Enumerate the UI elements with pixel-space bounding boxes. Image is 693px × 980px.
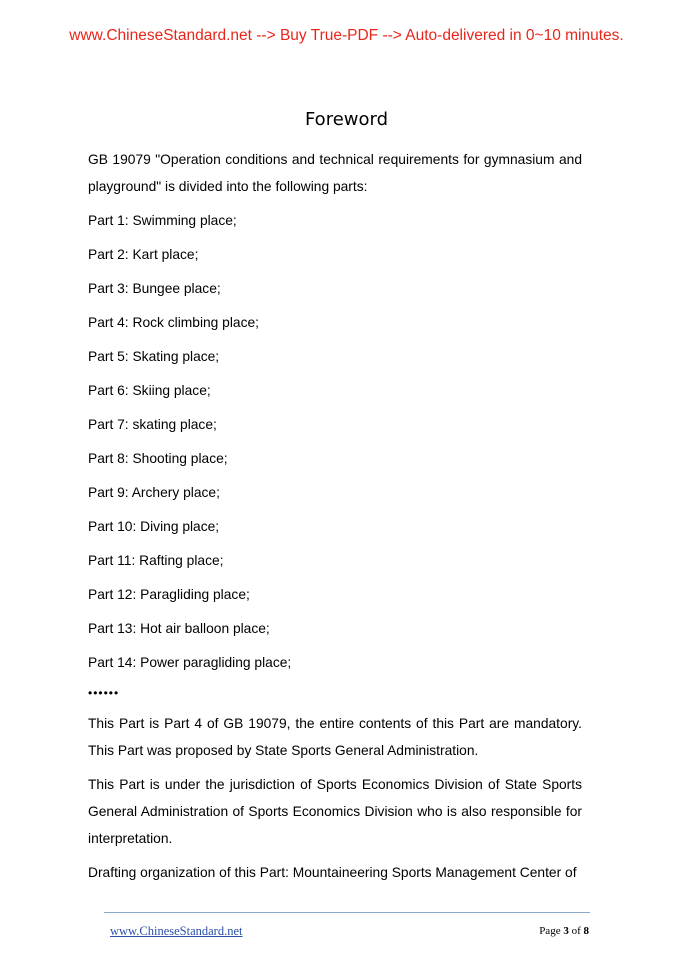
footer-site-link[interactable]: www.ChineseStandard.net [110, 924, 243, 938]
part-item: Part 6: Skiing place; [88, 383, 211, 398]
part-item: Part 4: Rock climbing place; [88, 315, 259, 330]
part-item: Part 12: Paragliding place; [88, 587, 250, 602]
drafting-paragraph: Drafting organization of this Part: Mountaineering Sports Management Center of [88, 865, 577, 880]
part-item: Part 13: Hot air balloon place; [88, 621, 270, 636]
jurisdiction-paragraph: This Part is under the jurisdiction of Sports Economics Division of State Sports General Administration of Sports Economics Division who is also responsible for interpretation. [88, 777, 582, 846]
parts-list [88, 207, 582, 676]
part-item: Part 3: Bungee place; [88, 281, 221, 296]
page-of: of [571, 925, 581, 937]
page-label: Page [539, 925, 561, 937]
part-item: Part 2: Kart place; [88, 247, 199, 262]
ellipsis: •••••• [88, 686, 120, 700]
part-item: Part 10: Diving place; [88, 519, 220, 534]
part-item: Part 11: Rafting place; [88, 553, 224, 568]
part-item: Part 1: Swimming place; [88, 213, 237, 228]
part-item: Part 7: skating place; [88, 417, 217, 432]
part-item: Part 14: Power paragliding place; [88, 655, 292, 670]
document-body [88, 146, 582, 886]
part-item: Part 8: Shooting place; [88, 451, 228, 466]
page-total: 8 [583, 925, 589, 937]
page-title: Foreword [304, 109, 389, 130]
page-current: 3 [563, 925, 569, 937]
part-statement-paragraph: This Part is Part 4 of GB 19079, the entire contents of this Part are mandatory. This Part was proposed by State Sports General Administration. [88, 716, 582, 758]
buy-banner-link[interactable]: www.ChineseStandard.net --> Buy True-PDF --> Auto-delivered in 0~10 minutes. [69, 27, 624, 44]
intro-paragraph: GB 19079 "Operation conditions and technical requirements for gymnasium and playground" is divided into the following parts: [88, 152, 582, 194]
part-item: Part 9: Archery place; [88, 485, 220, 500]
part-item: Part 5: Skating place; [88, 349, 220, 364]
footer-divider [104, 912, 590, 913]
page-number [539, 925, 589, 937]
